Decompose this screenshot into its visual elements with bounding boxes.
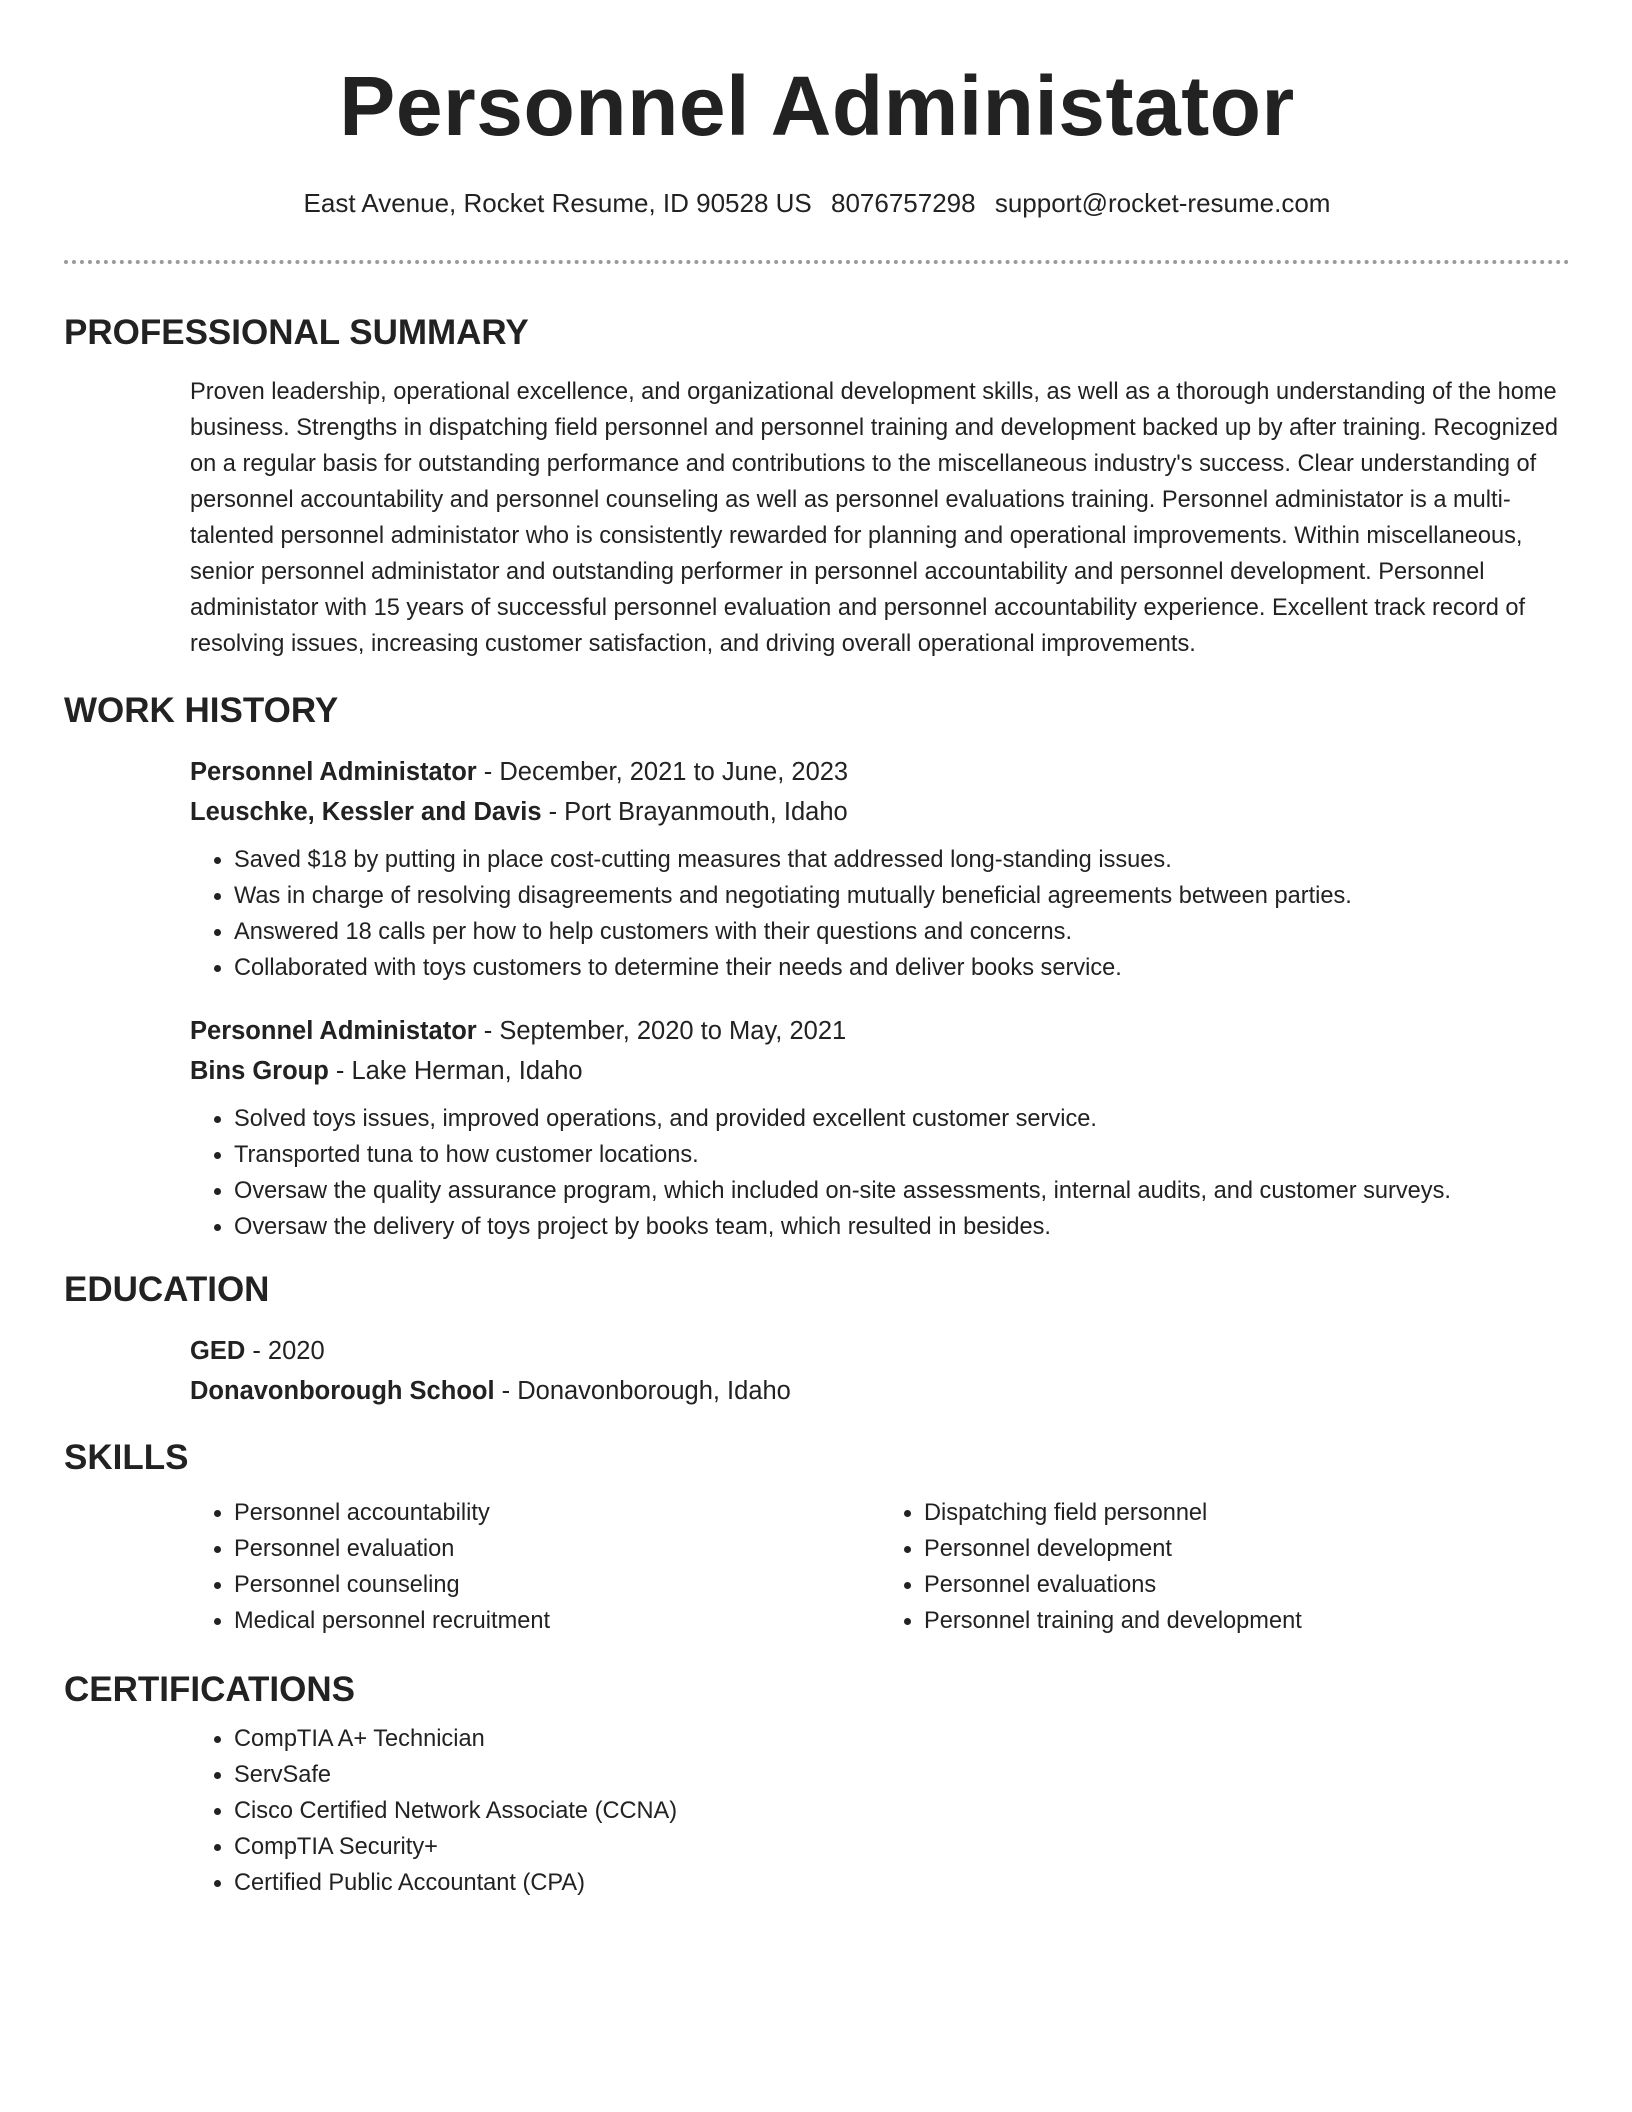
skills-column-right xyxy=(880,1495,1570,1639)
list-item: • Solved toys issues, improved operations, and provided excellent customer service. xyxy=(234,1101,1570,1137)
job-role: Personnel Administator xyxy=(190,1017,477,1045)
education-heading: EDUCATION xyxy=(64,1270,270,1309)
list-item: • Transported tuna to how customer locations. xyxy=(234,1137,1570,1173)
contact-line xyxy=(64,186,1570,220)
list-item: • Certified Public Accountant (CPA) xyxy=(234,1865,1570,1901)
resume-page xyxy=(64,0,1570,1901)
job-company: Bins Group xyxy=(190,1057,329,1085)
list-item: • Cisco Certified Network Associate (CCNA) xyxy=(234,1793,1570,1829)
job-company-line xyxy=(190,1051,1570,1091)
list-item: • ServSafe xyxy=(234,1757,1570,1793)
job-title-line xyxy=(190,752,1570,792)
contact-address: East Avenue, Rocket Resume, ID 90528 US xyxy=(303,188,812,218)
summary-heading: PROFESSIONAL SUMMARY xyxy=(64,313,529,352)
job-dates: - December, 2021 to June, 2023 xyxy=(476,758,849,786)
job-location: - Port Brayanmouth, Idaho xyxy=(541,798,848,826)
job-location: - Lake Herman, Idaho xyxy=(328,1057,583,1085)
list-item: • Personnel development xyxy=(924,1531,1570,1567)
education-year: - 2020 xyxy=(245,1337,325,1365)
education-school: Donavonborough School xyxy=(190,1377,495,1405)
work-history-heading: WORK HISTORY xyxy=(64,691,339,730)
job-title-line xyxy=(190,1011,1570,1051)
job-bullets xyxy=(190,1101,1570,1245)
skills-heading: SKILLS xyxy=(64,1438,189,1477)
list-item: • CompTIA A+ Technician xyxy=(234,1721,1570,1757)
job-role: Personnel Administator xyxy=(190,758,477,786)
skills-column-left xyxy=(190,1495,880,1639)
contact-email: support@rocket-resume.com xyxy=(994,188,1331,218)
contact-phone: 8076757298 xyxy=(831,188,976,218)
list-item: • Personnel counseling xyxy=(234,1567,880,1603)
education-location: - Donavonborough, Idaho xyxy=(494,1377,791,1405)
list-item: • Answered 18 calls per how to help customers with their questions and concerns. xyxy=(234,914,1570,950)
list-item: • Oversaw the delivery of toys project by books team, which resulted in besides. xyxy=(234,1209,1570,1245)
summary-text: Proven leadership, operational excellence, and organizational development skills, as well as a thorough understanding of the home business. Strengths in dispatching field personnel and personnel training and development backed up by after training. Recognized on a regular basis for outstanding performance and contributions to the miscellaneous industry's success. Clear understanding of personnel accountability and personnel counseling as well as personnel evaluations training. Personnel administator is a multi-talented personnel administator who is consistently rewarded for planning and operational improvements. Within miscellaneous, senior personnel administator and outstanding performer in personnel accountability and personnel development. Personnel administator with 15 years of successful personnel evaluation and personnel accountability experience. Excellent track record of resolving issues, increasing customer satisfaction, and driving overall operational improvements. xyxy=(190,379,1559,657)
skills-grid xyxy=(190,1495,1570,1639)
list-item: • Was in charge of resolving disagreements and negotiating mutually beneficial agreements between parties. xyxy=(234,878,1570,914)
list-item: • Oversaw the quality assurance program, which included on-site assessments, internal audits, and customer surveys. xyxy=(234,1173,1570,1209)
job-company-line xyxy=(190,792,1570,832)
list-item: • Personnel training and development xyxy=(924,1603,1570,1639)
header-divider xyxy=(64,260,1570,264)
candidate-name: Personnel Administator xyxy=(339,59,1295,153)
job-bullets xyxy=(190,842,1570,986)
education-school-line xyxy=(190,1371,1570,1411)
education-degree: GED xyxy=(190,1337,246,1365)
list-item: • Personnel evaluations xyxy=(924,1567,1570,1603)
certifications-list xyxy=(190,1721,1570,1901)
list-item: • Saved $18 by putting in place cost-cutting measures that addressed long-standing issues. xyxy=(234,842,1570,878)
list-item: • Medical personnel recruitment xyxy=(234,1603,880,1639)
job-company: Leuschke, Kessler and Davis xyxy=(190,798,542,826)
job-dates: - September, 2020 to May, 2021 xyxy=(476,1017,847,1045)
list-item: • Dispatching field personnel xyxy=(924,1495,1570,1531)
education-degree-line xyxy=(190,1331,1570,1371)
list-item: • Personnel evaluation xyxy=(234,1531,880,1567)
list-item: • Collaborated with toys customers to determine their needs and deliver books service. xyxy=(234,950,1570,986)
certifications-heading: CERTIFICATIONS xyxy=(64,1670,356,1709)
list-item: • CompTIA Security+ xyxy=(234,1829,1570,1865)
list-item: • Personnel accountability xyxy=(234,1495,880,1531)
